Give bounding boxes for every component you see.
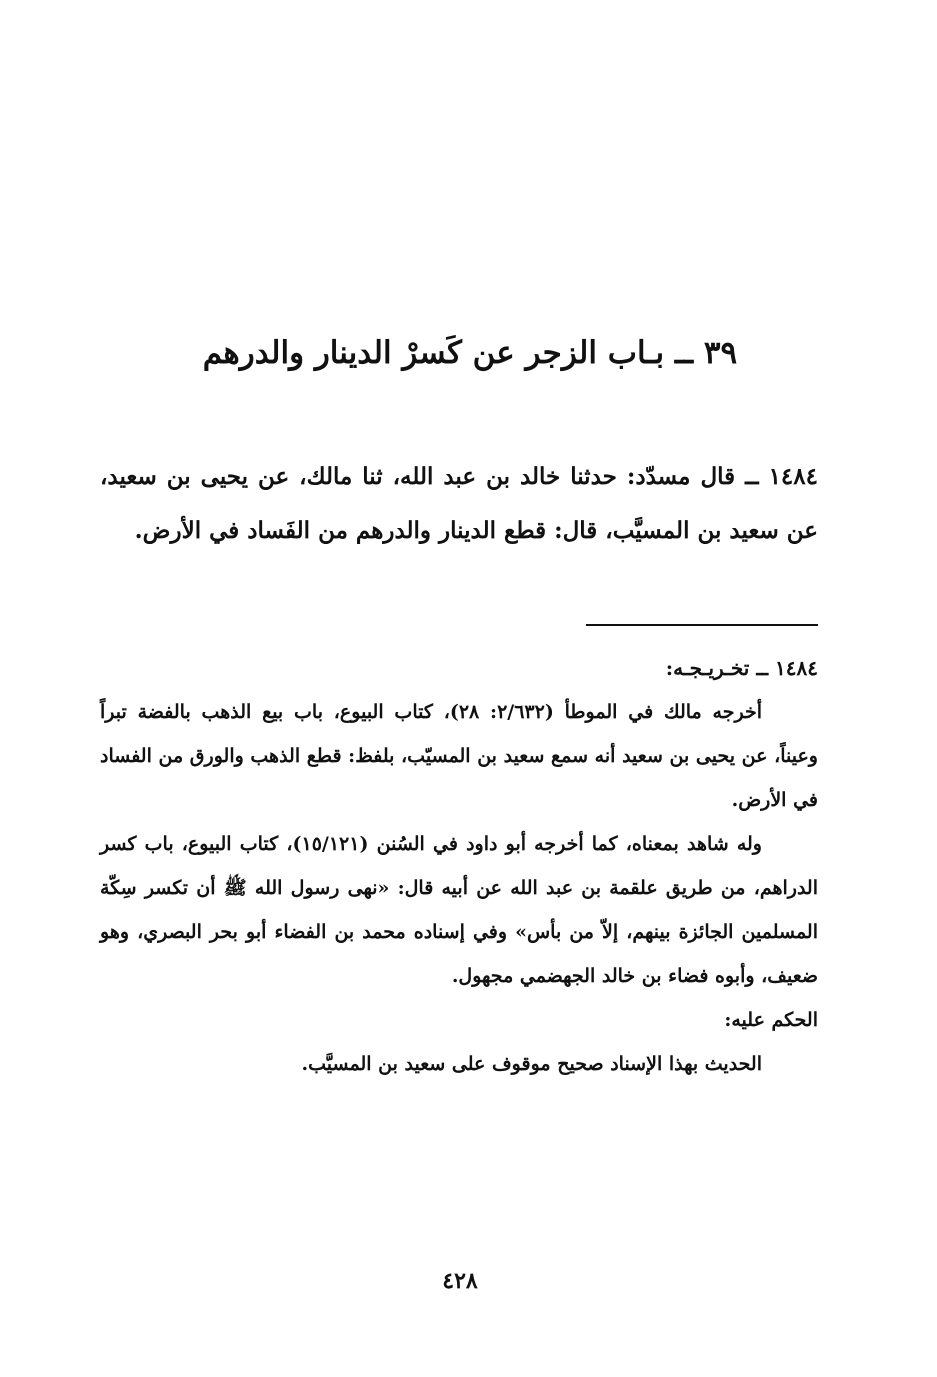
page-number: ٤٢٨ bbox=[442, 1268, 478, 1294]
chapter-title: ٣٩ ــ بـاب الزجر عن كَسرْ الدينار والدرهم bbox=[202, 335, 738, 371]
footnote-divider bbox=[586, 624, 818, 626]
takhrij-heading: ١٤٨٤ ــ تخـريـجـه: bbox=[665, 656, 818, 680]
footnote-section bbox=[100, 646, 818, 1086]
ruling-text: الحديث بهذا الإسناد صحيح موقوف على سعيد بن المسيَّب. bbox=[301, 1053, 762, 1075]
ruling-heading: الحكم عليه: bbox=[724, 1009, 818, 1031]
takhrij-paragraph-2: وله شاهد بمعناه، كما أخرجه أبو داود في السُنن (١٥/١٢١)، كتاب البيوع، باب كسر الدراهم، من طريق علقمة بن عبد الله عن أبيه قال: «نهى رسول الله ﷺ أن تكسر سِكّة المسلمين الجائزة بينهم، إلاّ من بأس» وفي إسناده محمد بن الفضاء أبو بحر البصري، وهو ضعيف، وأبوه فضاء بن خالد الجهضمي مجهول. bbox=[100, 833, 818, 987]
takhrij-paragraph-1: أخرجه مالك في الموطأ (٢/٦٣٢: ٢٨)، كتاب البيوع، باب بيع الذهب بالفضة تبراً وعيناً، عن يحيى بن سعيد أنه سمع سعيد بن المسيّب، بلفظ: قطع الذهب والورق من الفساد في الأرض. bbox=[100, 701, 818, 811]
hadith-text: ١٤٨٤ ــ قال مسدّد: حدثنا خالد بن عبد الله، ثنا مالك، عن يحيى بن سعيد، عن سعيد بن المسيَّب، قال: قطع الدينار والدرهم من الفَساد في الأرض. bbox=[100, 463, 818, 544]
